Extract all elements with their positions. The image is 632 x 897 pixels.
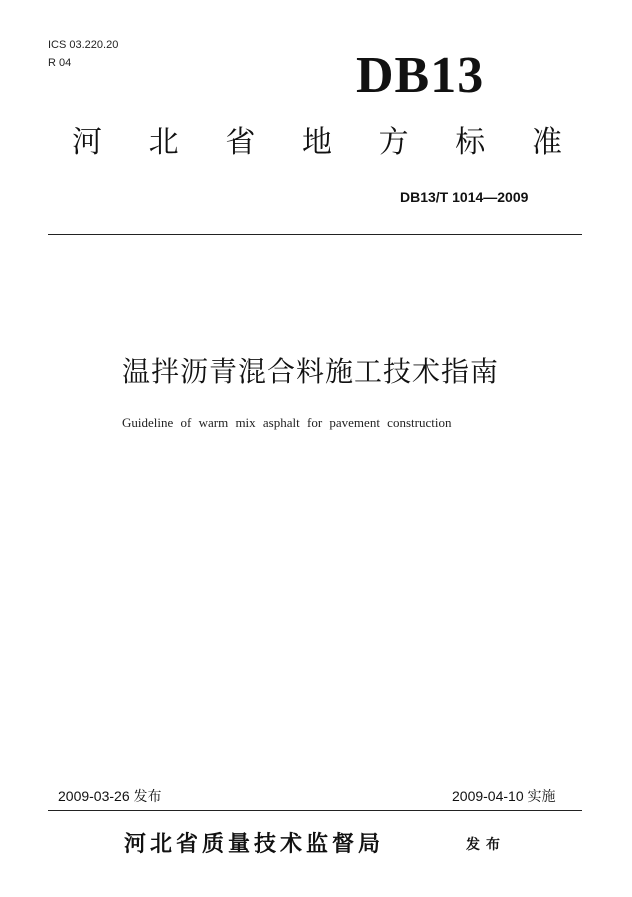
ics-code: ICS 03.220.20 bbox=[48, 39, 119, 51]
header-divider bbox=[48, 234, 582, 235]
issuing-authority: 河北省质量技术监督局 bbox=[124, 832, 385, 857]
document-title-chinese: 温拌沥青混合料施工技术指南 bbox=[122, 355, 500, 388]
document-title-english: Guideline of warm mix asphalt for pavement construction bbox=[122, 415, 452, 430]
standard-mark: DB13 bbox=[356, 47, 485, 104]
issue-date: 2009-03-26 发布 bbox=[58, 788, 162, 804]
standard-type-char: 地 bbox=[301, 125, 332, 160]
standard-type-heading bbox=[72, 124, 562, 162]
ccs-code: R 04 bbox=[48, 57, 72, 69]
standard-type-char: 北 bbox=[148, 125, 179, 160]
standard-type-char: 准 bbox=[531, 125, 562, 160]
footer-divider bbox=[48, 810, 582, 811]
standard-type-char: 方 bbox=[378, 125, 409, 160]
standard-type-char: 河 bbox=[72, 125, 102, 160]
publish-label: 发布 bbox=[466, 837, 506, 853]
implementation-date: 2009-04-10 实施 bbox=[452, 788, 556, 804]
standard-number: DB13/T 1014—2009 bbox=[400, 189, 529, 205]
standard-type-char: 标 bbox=[455, 125, 486, 160]
standard-type-char: 省 bbox=[225, 125, 256, 160]
